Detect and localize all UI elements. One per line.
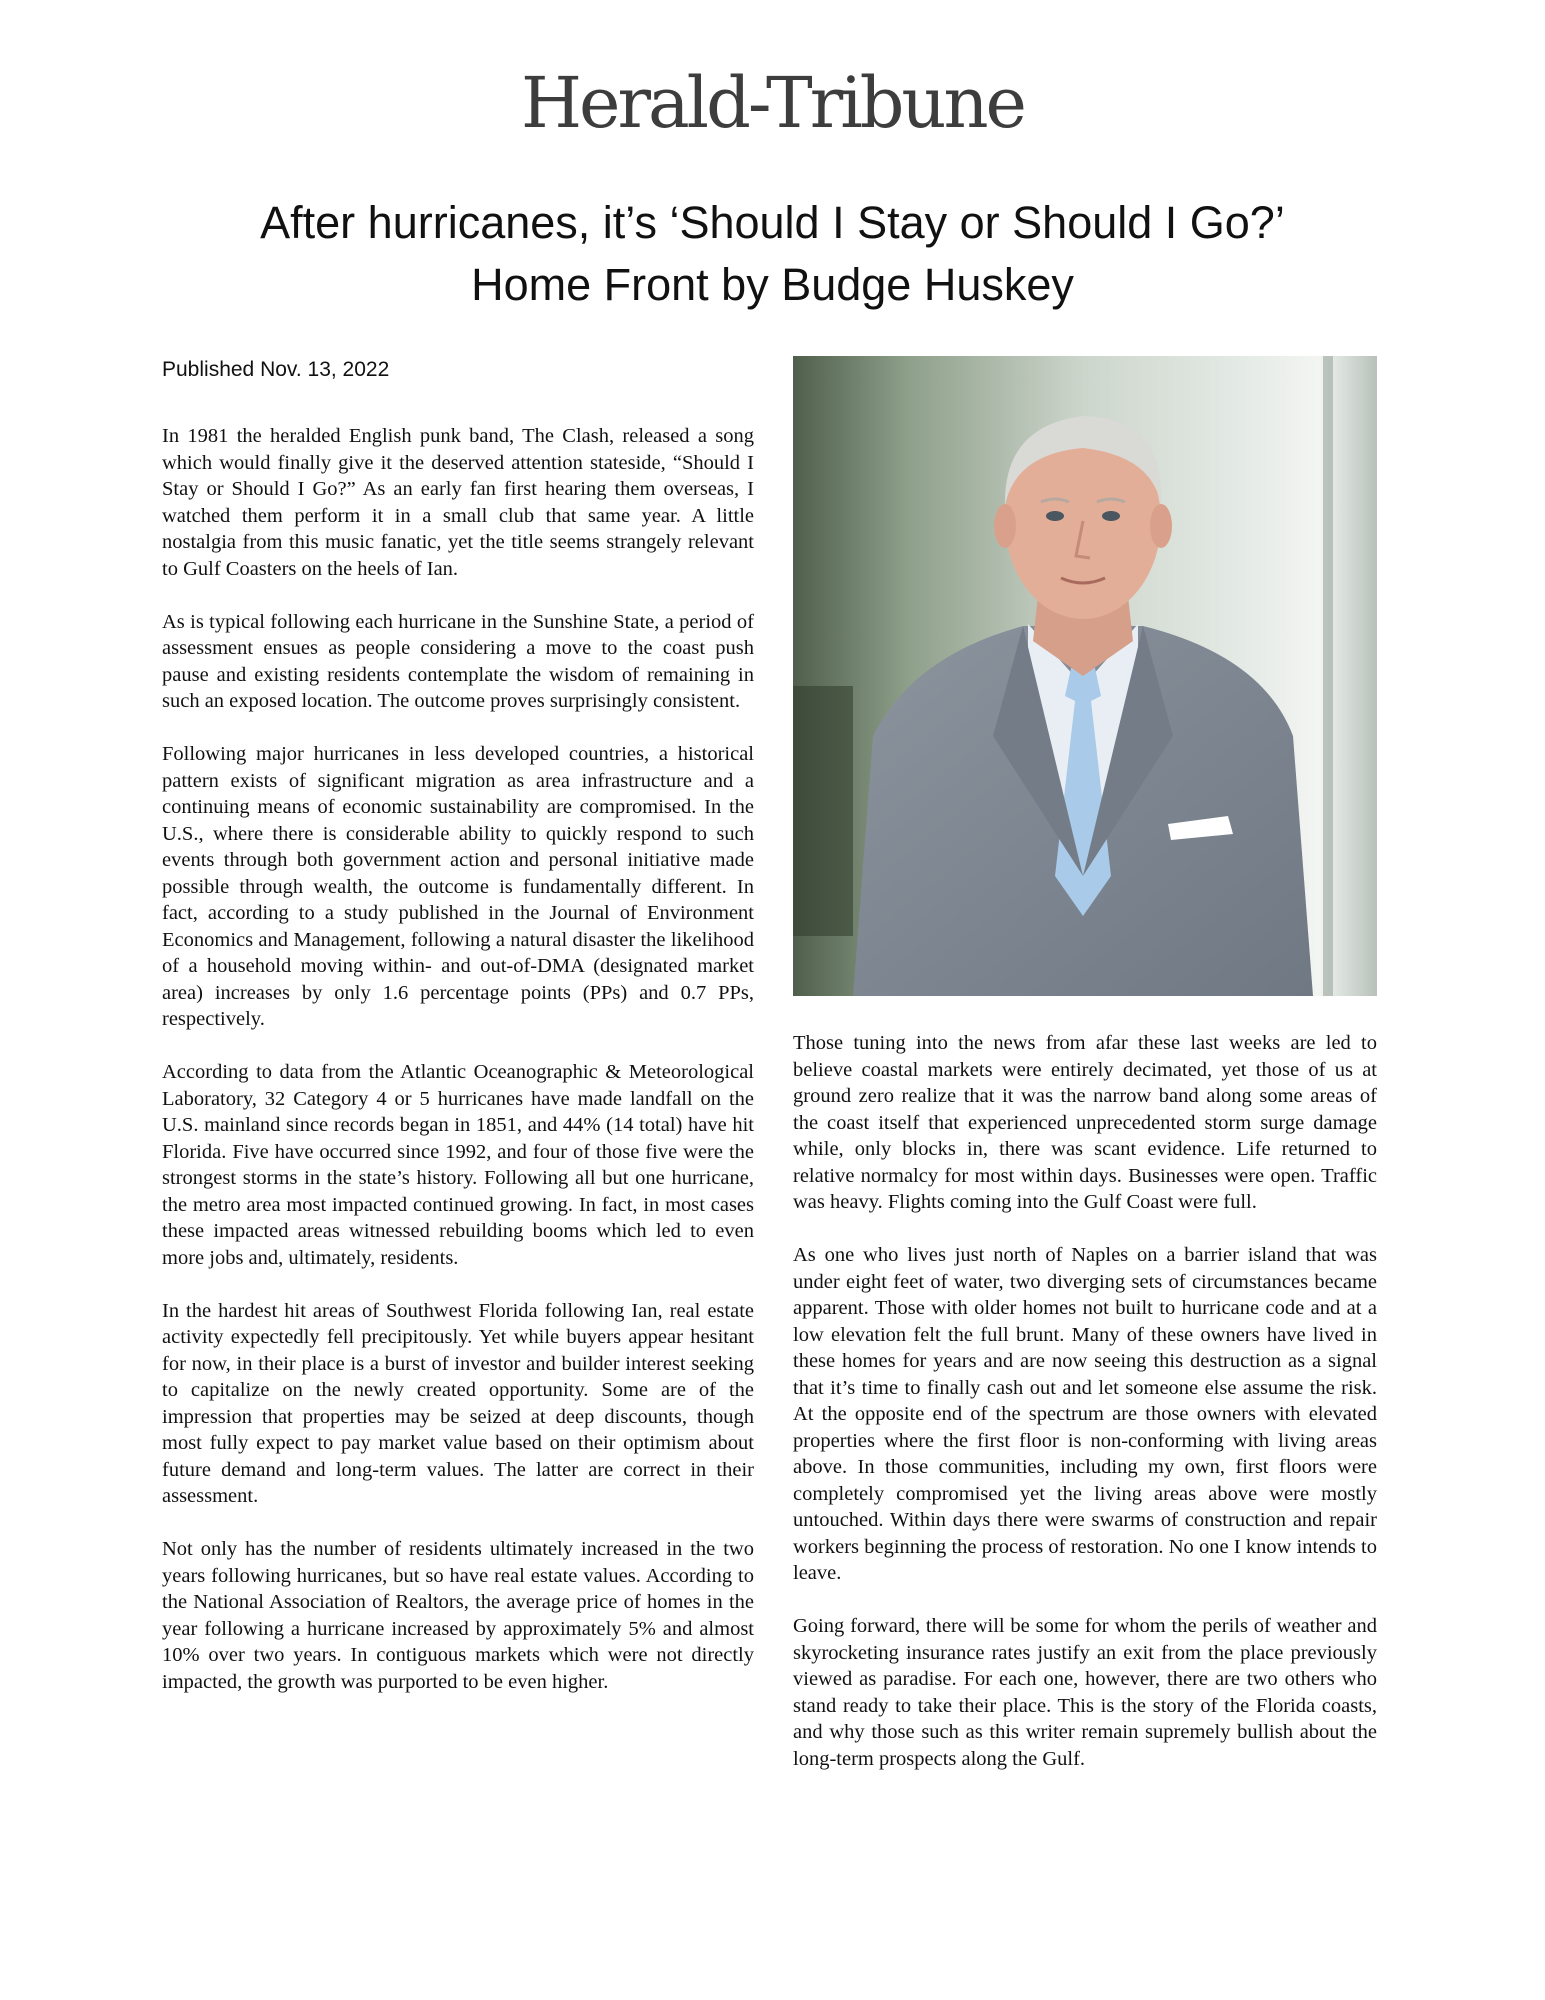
published-date: Published Nov. 13, 2022 (162, 358, 390, 381)
author-portrait-photo (793, 356, 1377, 996)
article-column-left (162, 423, 754, 1722)
article-paragraph: As is typical following each hurricane in the Sunshine State, a period of assessment ensues as people considering a move to the coast push pause and existing residents contemplate the wisdom of remaining in such an exposed location. The outcome proves surprisingly consistent. (162, 610, 754, 712)
article-paragraph: Those tuning into the news from afar these last weeks are led to believe coastal markets were entirely decimated, yet those of us at ground zero realize that it was the narrow band along some areas of the coast itself that experienced unprecedented storm surge damage while, only blocks in, there was scant evidence. Life returned to relative normalcy for most within days. Businesses were open. Traffic was heavy. Flights coming into the Gulf Coast were full. (793, 1032, 1377, 1213)
article-paragraph: Going forward, there will be some for whom the perils of weather and skyrocketing insurance rates justify an exit from the place previously viewed as paradise. For each one, however, there are two others who stand ready to take their place. This is the story of the Florida coasts, and why those such as this writer remain supremely bullish about the long-term prospects along the Gulf. (793, 1615, 1377, 1770)
article-paragraph: In 1981 the heralded English punk band, The Clash, released a song which would finally give it the deserved attention stateside, “Should I Stay or Should I Go?” As an early fan first hearing them overseas, I watched them perform it in a small club that same year. A little nostalgia from this music fanatic, yet the title seems strangely relevant to Gulf Coasters on the heels of Ian. (162, 425, 754, 580)
article-column-right (793, 1030, 1377, 1799)
article-paragraph: As one who lives just north of Naples on a barrier island that was under eight feet of water, two diverging sets of circumstances became apparent. Those with older homes not built to hurricane code and at a low elevation felt the full brunt. Many of these owners have lived in these homes for years and are now seeing this destruction as a signal that it’s time to finally cash out and let someone else assume the risk. At the opposite end of the spectrum are those owners with elevated properties where the first floor is non-conforming with living areas above. In those communities, including my own, first floors were completely compromised yet the living areas above were mostly untouched. Within days there were swarms of construction and repair workers beginning the process of restoration. No one I know intends to leave. (793, 1244, 1377, 1584)
headline-title: After hurricanes, it’s ‘Should I Stay or Should I Go?’ (260, 197, 1285, 248)
masthead-logo: Herald-Tribune (521, 62, 1024, 144)
article-paragraph: Following major hurricanes in less developed countries, a historical pattern exists of significant migration as area infrastructure and a continuing means of economic sustainability are compromised. In the U.S., where there is considerable ability to quickly respond to such events through both government action and personal initiative made possible through wealth, the outcome is fundamentally different. In fact, according to a study published in the Journal of Environment Economics and Management, following a natural disaster the likelihood of a household moving within- and out-of-DMA (designated market area) increases by only 1.6 percentage points (PPs) and 0.7 PPs, respectively. (162, 743, 754, 1030)
portrait-illustration (793, 356, 1377, 996)
headline-byline: Home Front by Budge Huskey (471, 259, 1074, 310)
article-paragraph: In the hardest hit areas of Southwest Florida following Ian, real estate activity expectedly fell precipitously. Yet while buyers appear hesitant for now, in their place is a burst of investor and builder interest seeking to capitalize on the newly created opportunity. Some are of the impression that properties may be seized at deep discounts, though most fully expect to pay market value based on their optimism about future demand and long-term values. The latter are correct in their assessment. (162, 1299, 754, 1507)
article-paragraph: Not only has the number of residents ultimately increased in the two years following hurricanes, but so have real estate values. According to the National Association of Realtors, the average price of homes in the year following a hurricane increased by approximately 5% and almost 10% over two years. In contiguous markets which were not directly impacted, the growth was purported to be even higher. (162, 1538, 754, 1693)
article-paragraph: According to data from the Atlantic Oceanographic & Meteorological Laboratory, 32 Category 4 or 5 hurricanes have made landfall on the U.S. mainland since records began in 1851, and 44% (14 total) have hit Florida. Five have occurred since 1992, and four of those five were the strongest storms in the state’s history. Following all but one hurricane, the metro area most impacted continued growing. In fact, in most cases these impacted areas witnessed rebuilding booms which led to even more jobs and, ultimately, residents. (162, 1061, 754, 1269)
